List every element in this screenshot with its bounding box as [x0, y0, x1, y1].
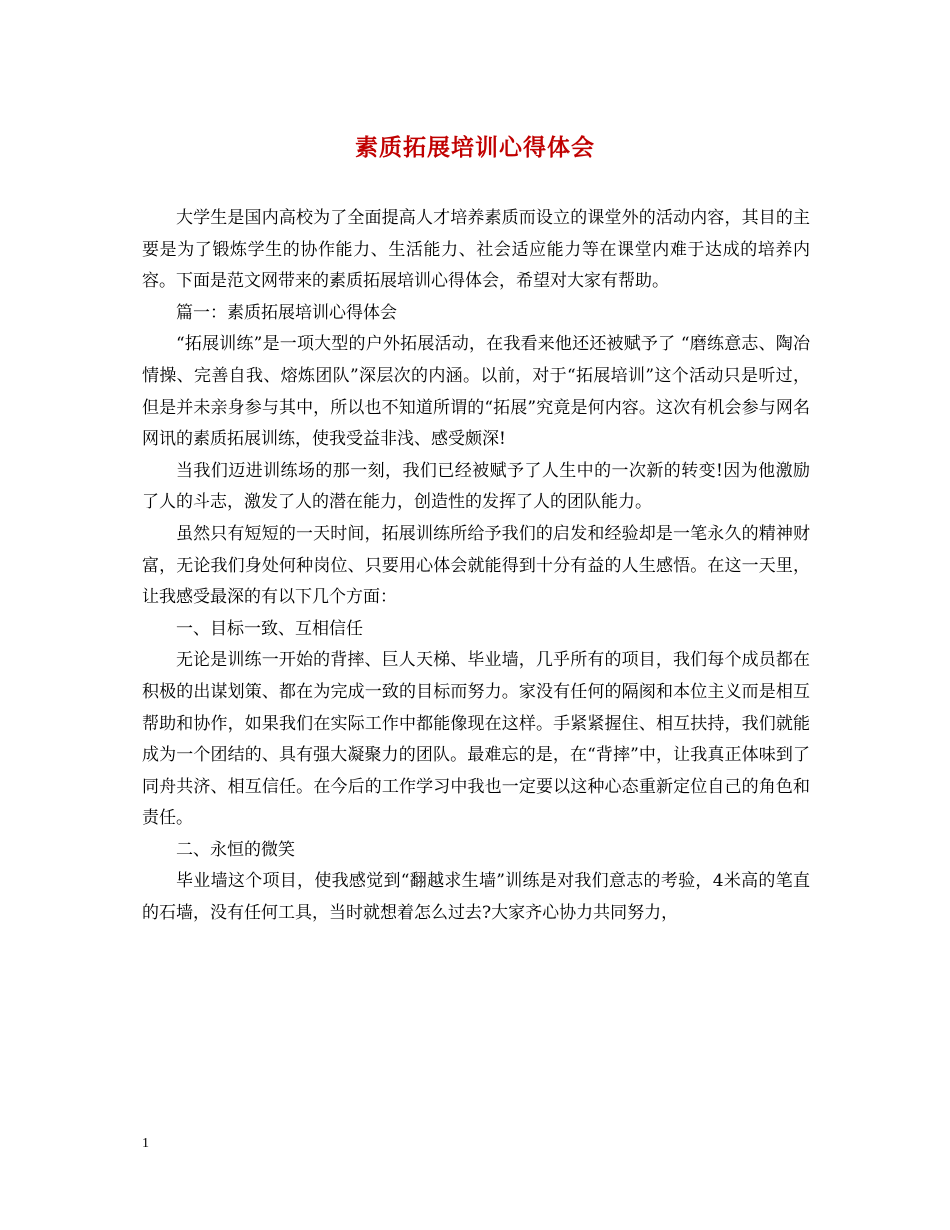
intro-paragraph: 大学生是国内高校为了全面提高人才培养素质而设立的课堂外的活动内容，其目的主要是为了锻炼学生的协作能力、生活能力、社会适应能力等在课堂内难于达成的培养内容。下面是范文网带来的素质拓展培训心得体会，希望对大家有帮助。 — [142, 208, 810, 292]
document-body — [142, 203, 810, 930]
subsection-heading: 一、目标一致、互相信任 — [176, 618, 363, 639]
body-paragraph: 虽然只有短短的一天时间，拓展训练所给予我们的启发和经验却是一笔永久的精神财富，无论我们身处何种岗位、只要用心体会就能得到十分有益的人生感悟。在这一天里，让我感受最深的有以下几个方面： — [142, 523, 810, 608]
body-paragraph: “拓展训练”是一项大型的户外拓展活动，在我看来他还还被赋予了 “磨练意志、陶冶情操、完善自我、熔炼团队”深层次的内涵。以前，对于“拓展培训”这个活动只是听过，但是并未亲身参与其中，所以也不知道所谓的“拓展”究竟是何内容。这次有机会参与网名网讯的素质拓展训练，使我受益非浅、感受颇深! — [142, 334, 810, 450]
page-number: 1 — [142, 1136, 149, 1151]
body-paragraph: 当我们迈进训练场的那一刻，我们已经被赋予了人生中的一次新的转变!因为他激励了人的斗志，激发了人的潜在能力，创造性的发挥了人的团队能力。 — [142, 460, 810, 513]
section-heading: 篇一：素质拓展培训心得体会 — [176, 302, 397, 323]
body-paragraph: 毕业墙这个项目，使我感觉到“翻越求生墙”训练是对我们意志的考验，4米高的笔直的石墙，没有任何工具，当时就想着怎么过去?大家齐心协力共同努力， — [142, 871, 810, 924]
document-title: 素质拓展培训心得体会 — [355, 134, 595, 161]
body-paragraph: 无论是训练一开始的背摔、巨人天梯、毕业墙，几乎所有的项目，我们每个成员都在积极的出谋划策、都在为完成一致的目标而努力。家没有任何的隔阂和本位主义而是相互帮助和协作，如果我们在实际工作中都能像现在这样。手紧紧握住、相互扶持，我们就能成为一个团结的、具有强大凝聚力的团队。最难忘的是，在“背摔”中，让我真正体味到了同舟共济、相互信任。在今后的工作学习中我也一定要以这种心态重新定位自己的角色和责任。 — [142, 650, 810, 829]
subsection-heading: 二、永恒的微笑 — [176, 839, 295, 860]
